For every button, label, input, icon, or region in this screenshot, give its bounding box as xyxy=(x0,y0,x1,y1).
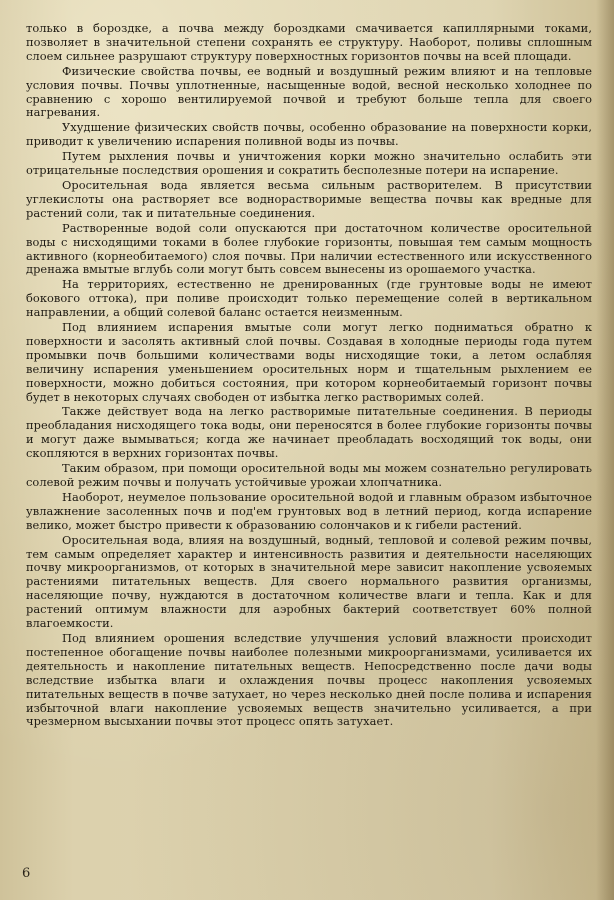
paragraph: Путем рыхления почвы и уничтожения корки можно значительно ослабить эти отрицательные последствия орошения и сократить бесполезные потери на испарение. xyxy=(26,149,592,178)
paragraph: Под влиянием орошения вследствие улучшения условий влажности происходит постепенное обогащение почвы наиболее полезными микроорганизмами, усиливается их деятельность и накопление питательных веществ. Непосредственно после дачи воды вследствие избытка влаги и охлаждения почвы процесс накопления усвояемых питательных веществ в почве затухает, но через несколько дней после полива и испарения избыточной влаги накопление усвояемых веществ значительно усиливается, а при чрезмерном высыхании почвы этот процесс опять затухает. xyxy=(26,630,592,729)
paragraph: Ухудшение физических свойств почвы, особенно образование на поверхности корки, приводит к увеличению испарения поливной воды из почвы. xyxy=(26,120,592,149)
paragraph: Растворенные водой соли опускаются при достаточном количестве оросительной воды с нисходящими токами в более глубокие горизонты, повышая тем самым мощность активного (корнеобитаемого) слоя почвы. При наличии естественного или искусственного дренажа вмытые вглубь соли могут быть совсем вынесены из орошаемого участка. xyxy=(26,220,592,277)
paragraph: Наоборот, неумелое пользование оросительной водой и главным образом избыточное увлажнение засоленных почв и под'ем грунтовых вод в летний период, когда испарение велико, может быстро привести к образованию солончаков и к гибели растений. xyxy=(26,489,592,532)
paragraph: Оросительная вода является весьма сильным растворителем. В присутствии углекислоты она растворяет все воднорастворимые вещества почвы как вредные для растений соли, так и питательные соединения. xyxy=(26,177,592,220)
paragraph: Также действует вода на легко растворимые питательные соединения. В периоды преобладания нисходящего тока воды, они переносятся в более глубокие горизонты почвы и могут даже вымываться; когда же начинает преобладать восходящий ток воды, они скопляются в верхних горизонтах почвы. xyxy=(26,404,592,461)
paragraph: Под влиянием испарения вмытые соли могут легко подниматься обратно к поверхности и засолять активный слой почвы. Создавая в холодные периоды года путем промывки почв большими количествами воды нисходящие токи, а летом ослабляя величину испарения уменьшением оросительных норм и тщательным рыхлением ее поверхности, можно добиться состояния, при котором корнеобитаемый горизонт почвы будет в некоторых случаях свободен от избытка легко растворимых солей. xyxy=(26,320,592,404)
paragraph: Таким образом, при помощи оросительной воды мы можем сознательно регулировать солевой режим почвы и получать устойчивые урожаи хлопчатника. xyxy=(26,461,592,489)
paragraph: Оросительная вода, влияя на воздушный, водный, тепловой и солевой режим почвы, тем самым определяет характер и интенсивность развития и деятельности населяющих почву микроорганизмов, от которых в значительной мере зависит накопление усвояемых растениями питательных веществ. Для своего нормального развития организмы, населяющие почву, нуждаются в достаточном количестве влаги и тепла. Как и для растений оптимум влажности для аэробных бактерий соответствует 60% полной влагоемкости. xyxy=(26,532,592,631)
paragraph: На территориях, естественно не дренированных (где грунтовые воды не имеют бокового оттока), при поливе происходит только перемещение солей в вертикальном направлении, а общий солевой баланс остается неизменным. xyxy=(26,277,592,320)
page-number: 6 xyxy=(22,866,31,881)
body-text xyxy=(26,22,592,729)
paragraph: Физические свойства почвы, ее водный и воздушный режим влияют и на тепловые условия почвы. Почвы уплотненные, насыщенные водой, весной несколько холоднее по сравнению с хорошо вентилируемой почвой и требуют больше тепла для своего нагревания. xyxy=(26,63,592,120)
paragraph: только в бороздке, а почва между бороздками смачивается капиллярными токами, позволяет в значительной степени сохранять ее структуру. Наоборот, поливы сплошным слоем сильнее разрушают структуру поверхностных горизонтов почвы на всей площади. xyxy=(26,21,592,63)
